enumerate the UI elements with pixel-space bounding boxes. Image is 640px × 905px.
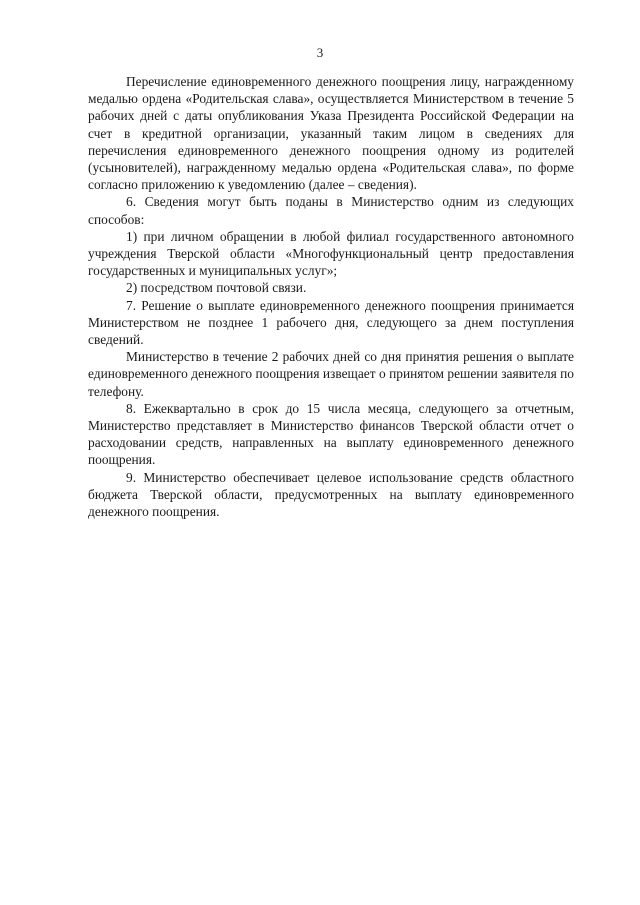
paragraph-6-item-2: 2) посредством почтовой связи. [126,280,307,296]
document-body [88,73,574,520]
paragraph-9-budget-use: 9. Министерство обеспечивает целевое использование средств областного бюджета Тверской области, предусмотренных на выплату единовременного денежного поощрения. [88,469,574,520]
paragraph-6-item-1: 1) при личном обращении в любой филиал государственного автономного учреждения Тверской области «Многофункциональный центр предоставления государственных и муниципальных услуг»; [88,228,574,279]
page-number: 3 [316,45,324,60]
paragraph-6-submission-methods: 6. Сведения могут быть поданы в Министерство одним из следующих способов: [88,194,574,227]
paragraph-8-report: 8. Ежеквартально в срок до 15 числа месяца, следующего за отчетным, Министерство представляет в Министерство финансов Тверской области отчет о расходовании средств, направленных на выплату единовременного денежного поощрения. [88,400,574,468]
paragraph-7-decision: 7. Решение о выплате единовременного денежного поощрения принимается Министерством не позднее 1 рабочего дня, следующего за днем поступления сведений. [88,297,574,348]
paragraph-7-notification: Министерство в течение 2 рабочих дней со дня принятия решения о выплате единовременного денежного поощрения извещает о принятом решении заявителя по телефону. [88,349,574,399]
paragraph-payment-transfer: Перечисление единовременного денежного поощрения лицу, награжденному медалью ордена «Родительская слава», осуществляется Министерством в течение 5 рабочих дней с даты опубликования Указа Президента Российской Федерации на счет в кредитной организации, указанный таким лицом в сведениях для перечисления единовременного денежного поощрения одному из родителей (усыновителей), награжденному медалью ордена «Родительская слава», по форме согласно приложению к уведомлению (далее – сведения). [88,74,574,193]
